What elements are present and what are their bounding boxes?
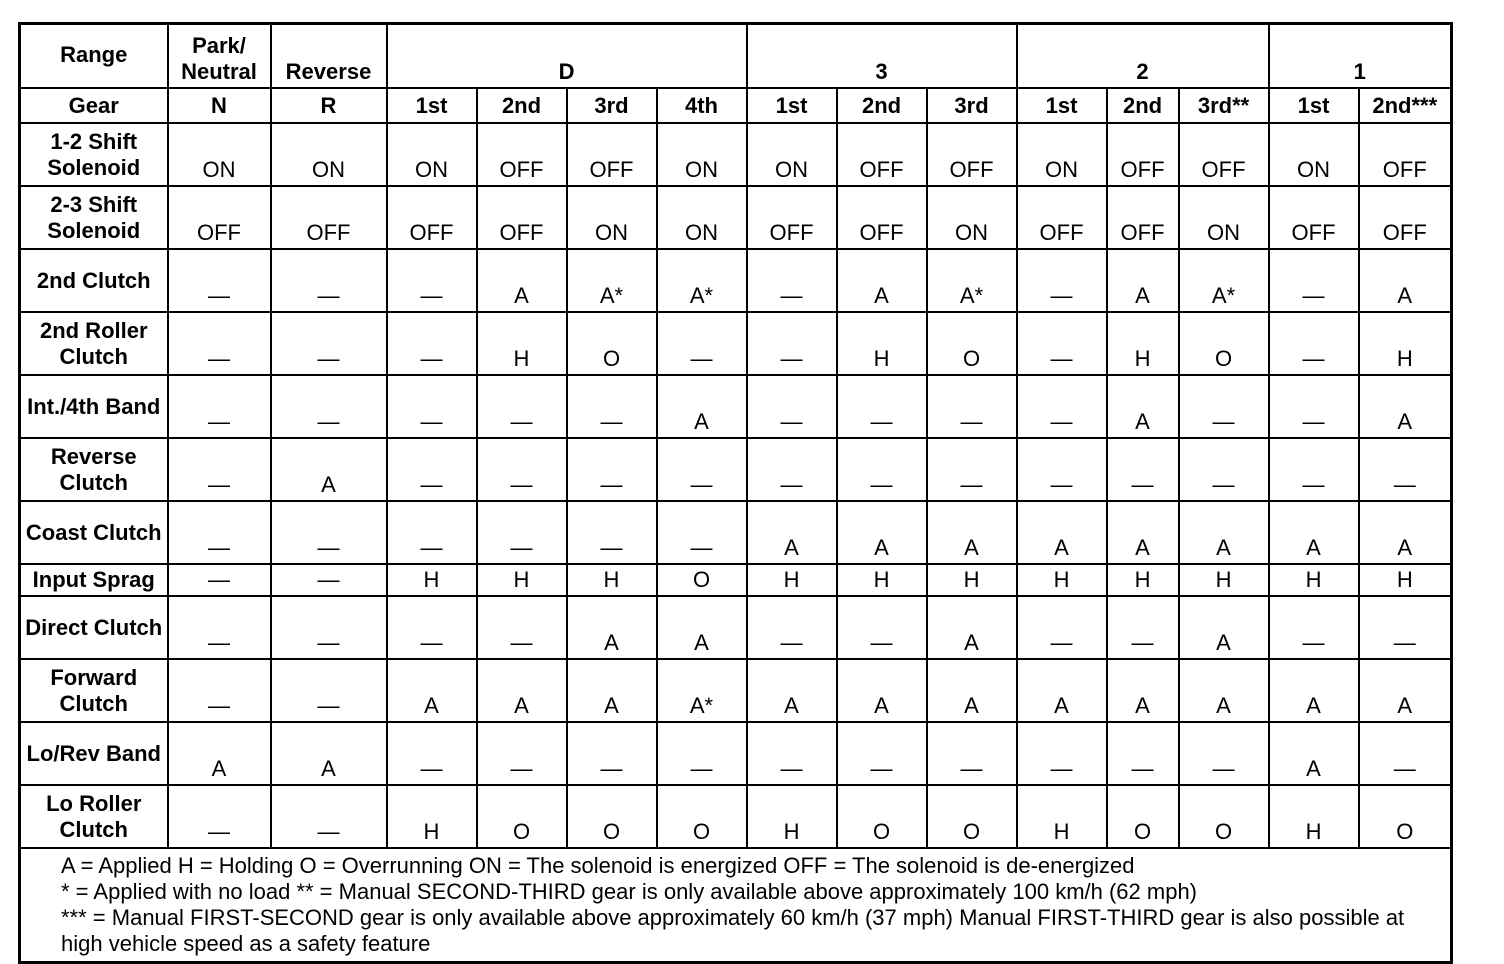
table-cell: — (747, 438, 837, 501)
table-cell: H (477, 312, 567, 375)
gear-header-label: Gear (20, 88, 168, 123)
table-cell: — (1017, 438, 1107, 501)
table-cell: A (271, 438, 387, 501)
table-cell: — (837, 722, 927, 785)
table-cell: ON (657, 123, 747, 186)
table-cell: — (1179, 438, 1269, 501)
row-label: 1-2 Shift Solenoid (20, 123, 168, 186)
table-cell: — (1017, 375, 1107, 438)
table-cell: — (567, 438, 657, 501)
row-label: Direct Clutch (20, 596, 168, 659)
table-cell: H (477, 564, 567, 596)
table-cell: — (477, 722, 567, 785)
clutch-application-chart (18, 22, 1450, 964)
table-cell: OFF (1179, 123, 1269, 186)
table-cell: — (387, 312, 477, 375)
legend-line1: A = Applied H = Holding O = Overrunning ON = The solenoid is energized OFF = The solenoid is de-energized (61, 853, 1135, 878)
table-cell: — (271, 564, 387, 596)
table-row-lo-rev-band (20, 722, 1452, 785)
gear-2nd: 2nd*** (1359, 88, 1452, 123)
gear-1st: 1st (387, 88, 477, 123)
gear-3rd: 3rd (927, 88, 1017, 123)
table-cell: OFF (747, 186, 837, 249)
table-cell: A (927, 659, 1017, 722)
table-cell: O (657, 785, 747, 848)
legend-line3: *** = Manual FIRST-SECOND gear is only available above approximately 60 km/h (37 mph) Manual FIRST-THIRD gear is also possible at high vehicle speed as a safety feature (61, 905, 1405, 956)
range-park-neutral: Park/ Neutral (168, 24, 271, 89)
table-cell: O (1107, 785, 1179, 848)
table-cell: — (1017, 312, 1107, 375)
table-cell: — (1359, 438, 1452, 501)
table-cell: OFF (1107, 123, 1179, 186)
legend (20, 848, 1452, 963)
table-cell: — (1269, 375, 1359, 438)
table-cell: A (1017, 501, 1107, 564)
row-label: Lo Roller Clutch (20, 785, 168, 848)
table-cell: O (1179, 785, 1269, 848)
table-cell: A (1017, 659, 1107, 722)
table-row-lo-roller-clutch (20, 785, 1452, 848)
table-cell: — (387, 596, 477, 659)
table-cell: — (271, 659, 387, 722)
table-cell: — (657, 438, 747, 501)
row-label: Lo/Rev Band (20, 722, 168, 785)
table-cell: ON (387, 123, 477, 186)
table-cell: — (387, 501, 477, 564)
table-cell: — (1269, 249, 1359, 312)
table-cell: — (657, 722, 747, 785)
table-cell: H (1359, 564, 1452, 596)
table-cell: A (1107, 501, 1179, 564)
gear-1st: 1st (747, 88, 837, 123)
table-cell: — (387, 438, 477, 501)
table-cell: A* (657, 659, 747, 722)
table-cell: — (747, 375, 837, 438)
range-1: 1 (1269, 24, 1452, 89)
table-cell: A* (927, 249, 1017, 312)
range-header-label: Range (20, 24, 168, 89)
table-cell: A (1269, 722, 1359, 785)
table-cell: H (837, 312, 927, 375)
table-cell: A (1179, 501, 1269, 564)
table-cell: — (1269, 312, 1359, 375)
table-cell: OFF (477, 186, 567, 249)
table-cell: A* (1179, 249, 1269, 312)
table-cell: — (837, 596, 927, 659)
table-cell: — (387, 722, 477, 785)
table-cell: A (1107, 659, 1179, 722)
table-cell: OFF (927, 123, 1017, 186)
row-label: 2nd Clutch (20, 249, 168, 312)
gear-n: N (168, 88, 271, 123)
gear-1st: 1st (1017, 88, 1107, 123)
table-row-2-3-shift-solenoid (20, 186, 1452, 249)
table-cell: H (567, 564, 657, 596)
table-cell: — (1107, 596, 1179, 659)
table-cell: ON (1269, 123, 1359, 186)
legend-row (20, 848, 1452, 963)
table-cell: A (567, 659, 657, 722)
table-cell: — (927, 722, 1017, 785)
range-d: D (387, 24, 747, 89)
gear-4th: 4th (657, 88, 747, 123)
table-cell: — (927, 375, 1017, 438)
table-cell: O (567, 312, 657, 375)
table-cell: H (747, 564, 837, 596)
table-cell: H (1017, 564, 1107, 596)
gear-r: R (271, 88, 387, 123)
table-cell: — (747, 722, 837, 785)
table-cell: — (1179, 722, 1269, 785)
table-row-forward-clutch (20, 659, 1452, 722)
row-label: Coast Clutch (20, 501, 168, 564)
table-cell: — (747, 596, 837, 659)
table-cell: — (747, 312, 837, 375)
row-label: 2nd Roller Clutch (20, 312, 168, 375)
table-cell: A (168, 722, 271, 785)
table-row-direct-clutch (20, 596, 1452, 659)
table-cell: A (837, 659, 927, 722)
table-cell: O (1179, 312, 1269, 375)
table-cell: OFF (1359, 186, 1452, 249)
row-label: Int./4th Band (20, 375, 168, 438)
table-cell: A (837, 501, 927, 564)
table-cell: A (747, 501, 837, 564)
table-cell: ON (168, 123, 271, 186)
gear-1st: 1st (1269, 88, 1359, 123)
table-cell: A (1107, 249, 1179, 312)
table-cell: H (1107, 312, 1179, 375)
table-row-coast-clutch (20, 501, 1452, 564)
row-label: Input Sprag (20, 564, 168, 596)
table-cell: OFF (271, 186, 387, 249)
table-cell: — (1269, 438, 1359, 501)
table-cell: OFF (1107, 186, 1179, 249)
clutch-application-table (18, 22, 1453, 964)
table-cell: A (1107, 375, 1179, 438)
table-cell: OFF (168, 186, 271, 249)
table-row-input-sprag (20, 564, 1452, 596)
table-cell: — (271, 312, 387, 375)
table-cell: A (567, 596, 657, 659)
table-cell: — (477, 596, 567, 659)
table-cell: H (387, 564, 477, 596)
table-cell: — (837, 438, 927, 501)
table-cell: — (927, 438, 1017, 501)
table-cell: — (271, 596, 387, 659)
table-cell: ON (1017, 123, 1107, 186)
table-cell: OFF (1269, 186, 1359, 249)
table-cell: — (567, 722, 657, 785)
table-cell: A (1269, 659, 1359, 722)
table-cell: — (168, 501, 271, 564)
range-2: 2 (1017, 24, 1269, 89)
table-cell: H (747, 785, 837, 848)
table-row-reverse-clutch (20, 438, 1452, 501)
range-3: 3 (747, 24, 1017, 89)
table-cell: O (1359, 785, 1452, 848)
table-cell: — (837, 375, 927, 438)
table-cell: OFF (567, 123, 657, 186)
gear-2nd: 2nd (477, 88, 567, 123)
table-cell: — (1107, 438, 1179, 501)
table-cell: H (1179, 564, 1269, 596)
table-cell: H (1107, 564, 1179, 596)
table-cell: — (567, 375, 657, 438)
gear-2nd: 2nd (1107, 88, 1179, 123)
table-cell: OFF (387, 186, 477, 249)
row-label: Reverse Clutch (20, 438, 168, 501)
table-cell: — (168, 785, 271, 848)
table-cell: — (747, 249, 837, 312)
table-cell: ON (567, 186, 657, 249)
table-cell: O (927, 312, 1017, 375)
table-row-2nd-clutch (20, 249, 1452, 312)
gear-3rd: 3rd** (1179, 88, 1269, 123)
gear-header-row (20, 88, 1452, 123)
table-cell: — (387, 375, 477, 438)
table-cell: A (1179, 596, 1269, 659)
table-cell: — (1269, 596, 1359, 659)
table-cell: A (1179, 659, 1269, 722)
table-cell: A (387, 659, 477, 722)
table-cell: A (1359, 501, 1452, 564)
table-row-2nd-roller-clutch (20, 312, 1452, 375)
table-cell: — (1359, 596, 1452, 659)
table-cell: A (1359, 659, 1452, 722)
table-cell: — (1017, 596, 1107, 659)
table-cell: H (1017, 785, 1107, 848)
table-cell: A (1269, 501, 1359, 564)
range-header-row (20, 24, 1452, 89)
table-cell: — (168, 249, 271, 312)
table-cell: — (387, 249, 477, 312)
table-cell: — (657, 501, 747, 564)
table-cell: — (1107, 722, 1179, 785)
table-cell: OFF (477, 123, 567, 186)
table-cell: — (477, 501, 567, 564)
table-cell: O (927, 785, 1017, 848)
table-cell: — (477, 375, 567, 438)
table-row-int-4th-band (20, 375, 1452, 438)
table-cell: — (271, 785, 387, 848)
table-cell: A (927, 596, 1017, 659)
table-cell: A (927, 501, 1017, 564)
table-cell: ON (271, 123, 387, 186)
table-cell: — (271, 375, 387, 438)
table-cell: O (837, 785, 927, 848)
table-cell: — (271, 249, 387, 312)
table-cell: OFF (1359, 123, 1452, 186)
table-cell: — (168, 659, 271, 722)
table-cell: A (271, 722, 387, 785)
table-cell: OFF (837, 123, 927, 186)
table-cell: A (657, 596, 747, 659)
table-cell: ON (1179, 186, 1269, 249)
table-cell: ON (747, 123, 837, 186)
row-label: 2-3 Shift Solenoid (20, 186, 168, 249)
table-cell: — (168, 312, 271, 375)
row-label: Forward Clutch (20, 659, 168, 722)
table-cell: H (1359, 312, 1452, 375)
table-cell: ON (657, 186, 747, 249)
table-cell: — (168, 438, 271, 501)
table-cell: H (927, 564, 1017, 596)
table-cell: — (168, 564, 271, 596)
table-cell: — (168, 375, 271, 438)
table-cell: — (1179, 375, 1269, 438)
table-cell: — (657, 312, 747, 375)
table-cell: — (271, 501, 387, 564)
table-cell: OFF (837, 186, 927, 249)
table-cell: A (837, 249, 927, 312)
table-cell: — (1017, 249, 1107, 312)
table-cell: O (657, 564, 747, 596)
table-cell: A (1359, 375, 1452, 438)
table-cell: ON (927, 186, 1017, 249)
table-cell: H (1269, 564, 1359, 596)
legend-line2: * = Applied with no load ** = Manual SECOND-THIRD gear is only available above approximately 100 km/h (62 mph) (61, 879, 1198, 904)
gear-3rd: 3rd (567, 88, 657, 123)
table-cell: O (477, 785, 567, 848)
table-cell: A (657, 375, 747, 438)
gear-2nd: 2nd (837, 88, 927, 123)
table-cell: A (477, 249, 567, 312)
table-cell: H (1269, 785, 1359, 848)
table-cell: A (477, 659, 567, 722)
table-cell: — (1359, 722, 1452, 785)
table-cell: OFF (1017, 186, 1107, 249)
table-cell: A (1359, 249, 1452, 312)
table-cell: A* (567, 249, 657, 312)
table-cell: H (837, 564, 927, 596)
table-cell: A* (657, 249, 747, 312)
table-cell: — (1017, 722, 1107, 785)
table-cell: — (477, 438, 567, 501)
table-cell: O (567, 785, 657, 848)
table-cell: — (168, 596, 271, 659)
table-cell: — (567, 501, 657, 564)
table-cell: A (747, 659, 837, 722)
table-row-1-2-shift-solenoid (20, 123, 1452, 186)
table-cell: H (387, 785, 477, 848)
range-reverse: Reverse (271, 24, 387, 89)
